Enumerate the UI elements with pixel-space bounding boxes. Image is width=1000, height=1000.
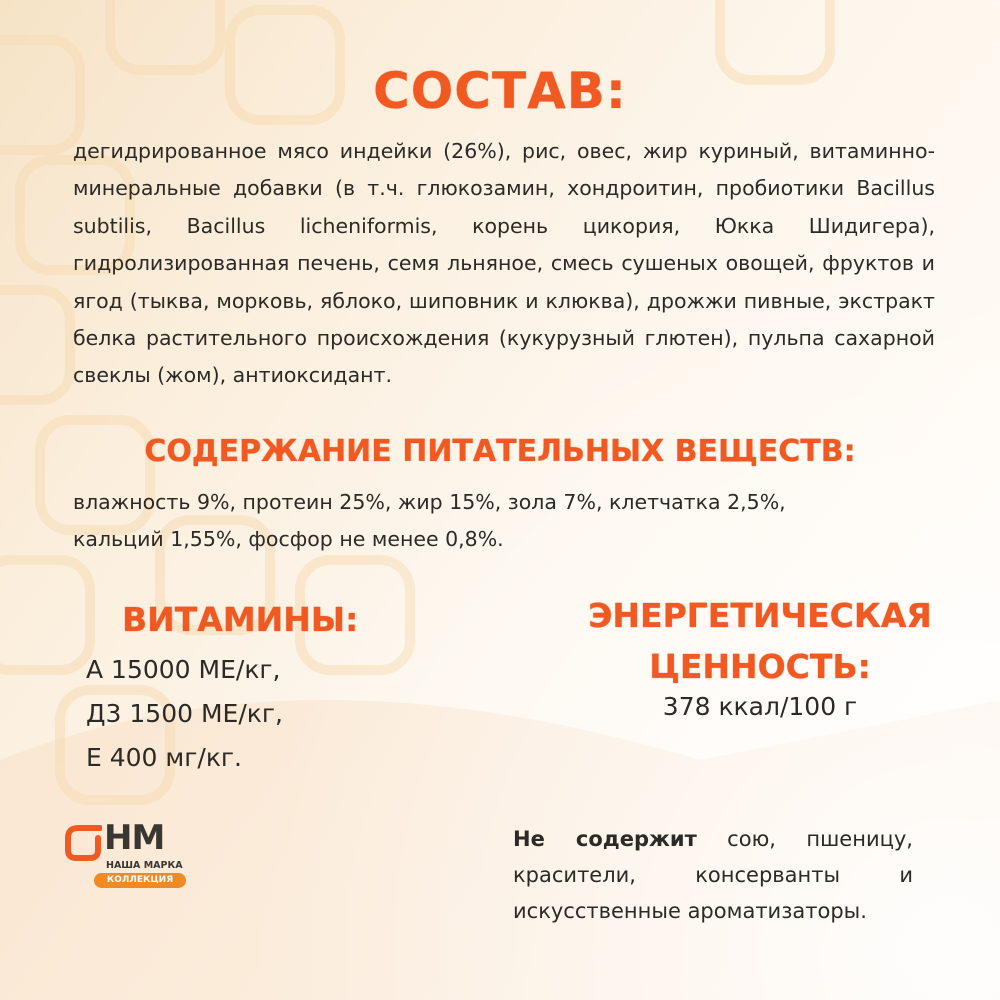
energy-title-line-2: ЦЕННОСТЬ: [649,647,871,686]
vitamins-list [86,648,386,780]
energy-title [560,590,960,692]
brand-logo [64,818,204,890]
composition-text: дегидрированное мясо индейки (26%), рис, овес, жир куриный, витаминно-минеральные добавки (в т.ч. глюкозамин, хондроитин, пробиотики Bacillus subtilis, Bacillus licheniformis, корень цикория, Юкка Шидигера), гидролизированная печень, семя льняное, смесь сушеных овощей, фруктов и ягод (тыква, морковь, яблоко, шиповник и клюква), дрожжи пивные, экстракт белка растительного происхождения (кукурузный глютен), пульпа сахарной свеклы (жом), антиоксидант. [73,139,935,388]
vitamins-title: ВИТАМИНЫ: [122,600,359,639]
vitamin-item: Д3 1500 МЕ/кг, [86,699,283,728]
energy-title-line-1: ЭНЕРГЕТИЧЕСКАЯ [588,596,932,635]
nutrients-text [73,484,935,559]
free-from-bold: Не содержит [513,827,697,851]
nutrients-line-2: кальций 1,55%, фосфор не менее 0,8%. [73,527,504,552]
logo-pill: КОЛЛЕКЦИЯ [94,873,186,888]
vitamin-item: Е 400 мг/кг. [86,743,243,772]
nutrients-line-1: влажность 9%, протеин 25%, жир 15%, зола 7%, клетчатка 2,5%, [73,490,786,514]
free-from-list: сою, пшеницу, красители, консерванты и искусственные ароматизаторы. [513,827,913,923]
logo-mark-icon [64,824,102,862]
logo-letters: НМ [104,818,165,858]
energy-value: 378 ккал/100 г [662,692,858,721]
logo-subtitle: НАША МАРКА [106,860,183,871]
free-from-text [513,821,913,929]
vitamin-item: А 15000 МЕ/кг, [86,655,281,684]
composition-title: СОСТАВ: [373,62,627,120]
nutrients-title: СОДЕРЖАНИЕ ПИТАТЕЛЬНЫХ ВЕЩЕСТВ: [144,434,856,469]
